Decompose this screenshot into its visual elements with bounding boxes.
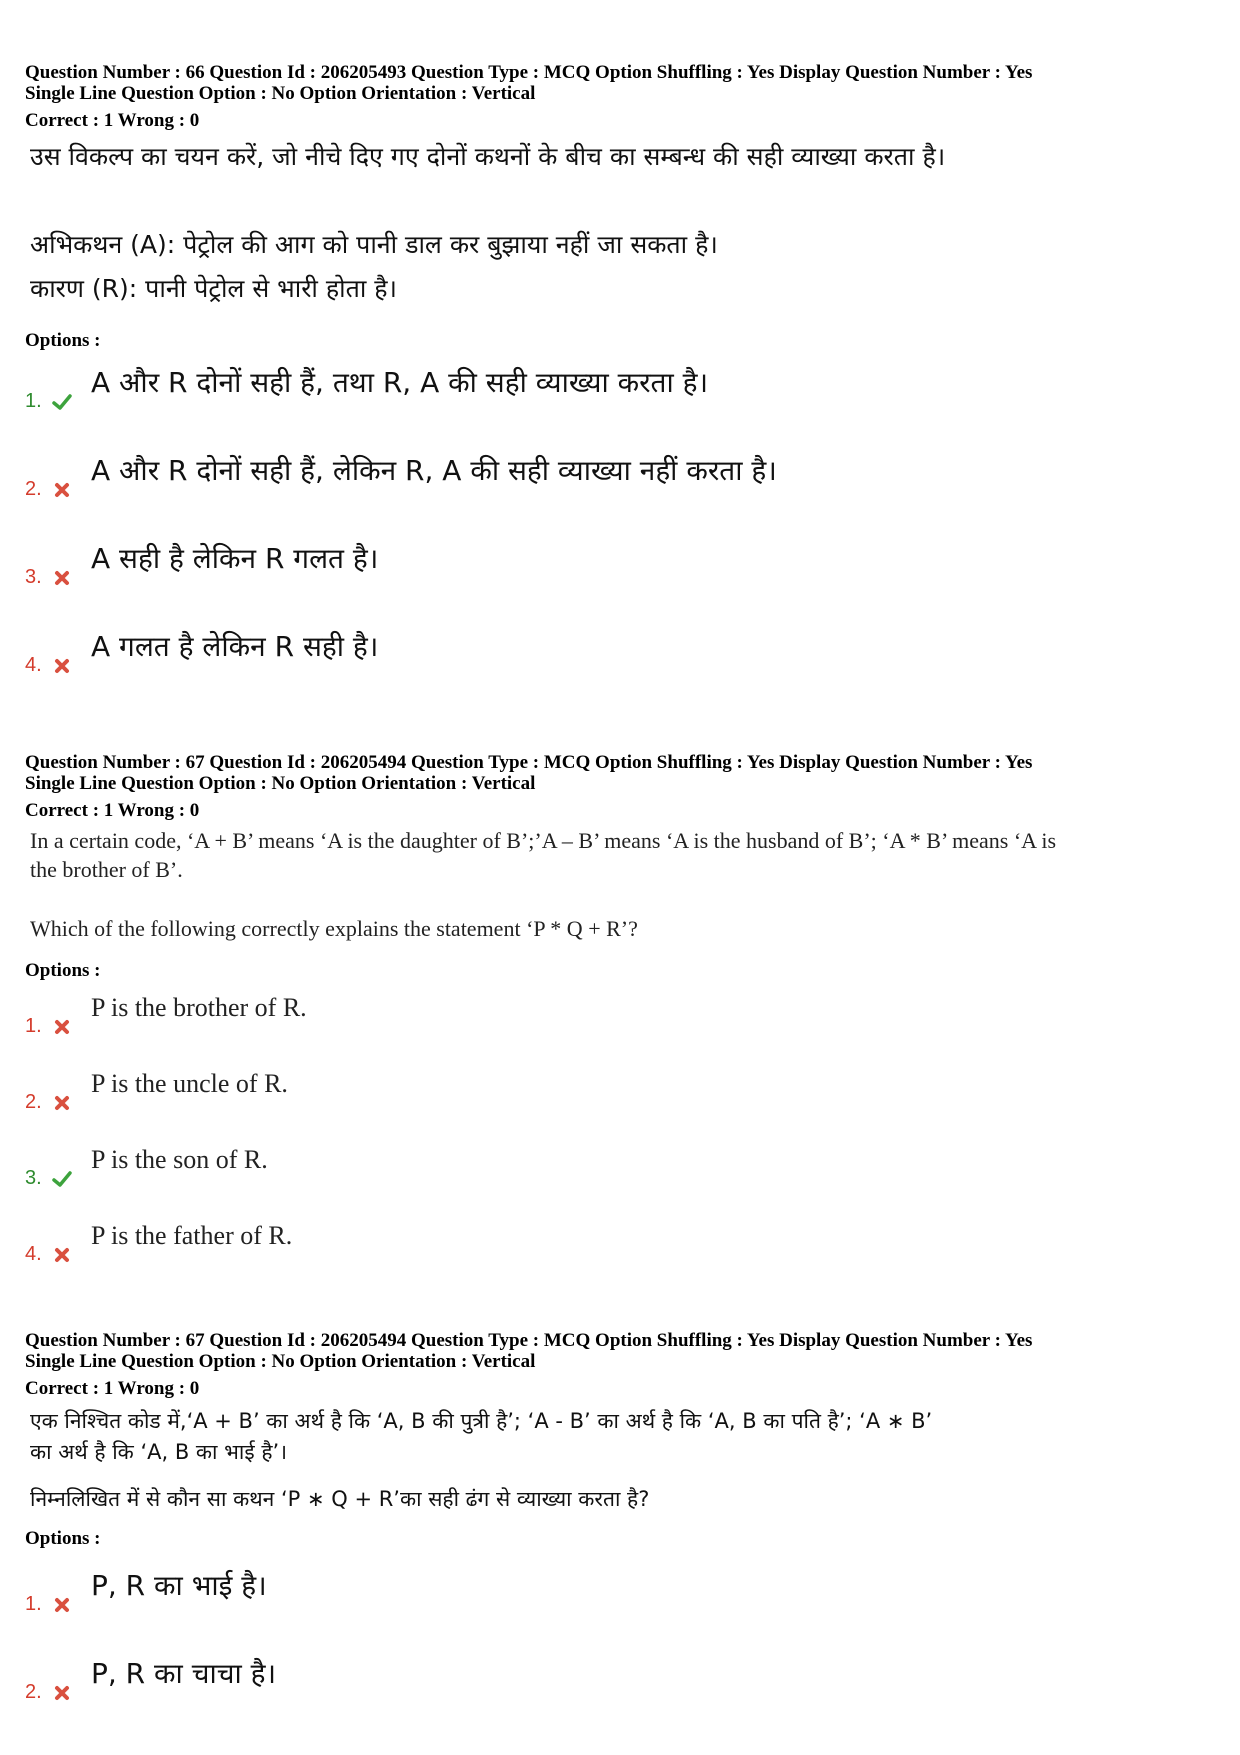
- cross-icon: [51, 1092, 73, 1114]
- question-meta-line2: Single Line Question Option : No Option Orientation : Vertical: [25, 83, 536, 104]
- option-text: P is the brother of R.: [91, 993, 307, 1022]
- question-meta-line2: Single Line Question Option : No Option Orientation : Vertical: [25, 773, 536, 794]
- cross-icon: [51, 1594, 73, 1616]
- cross-icon: [51, 1016, 73, 1038]
- option-text: P, R का भाई है।: [91, 1569, 267, 1602]
- question-stem-line2: the brother of B’.: [30, 857, 183, 882]
- option-number: 2.: [25, 478, 42, 500]
- options-label: Options :: [25, 960, 101, 981]
- option-number: 3.: [25, 566, 42, 588]
- option-item: [25, 1216, 1215, 1266]
- reason-text: कारण (R): पानी पेट्रोल से भारी होता है।: [30, 274, 398, 303]
- check-icon: [51, 1168, 73, 1190]
- option-item: [25, 1654, 1215, 1704]
- option-text: A और R दोनों सही हैं, तथा R, A की सही व्याख्या करता है।: [91, 366, 709, 399]
- question-text: निम्नलिखित में से कौन सा कथन ‘P ∗ Q + R’का सही ढंग से व्याख्या करता है?: [30, 1487, 650, 1511]
- options-label: Options :: [25, 330, 101, 351]
- cross-icon: [51, 655, 73, 677]
- option-number: 1.: [25, 1015, 42, 1037]
- question-meta-line1: Question Number : 66 Question Id : 206205493 Question Type : MCQ Option Shuffling : Yes Display Question Number : Yes: [25, 62, 1033, 83]
- question-stem: उस विकल्प का चयन करें, जो नीचे दिए गए दोनों कथनों के बीच का सम्बन्ध की सही व्याख्या करता है।: [30, 142, 946, 171]
- question-text: Which of the following correctly explains the statement ‘P * Q + R’?: [30, 916, 638, 941]
- option-number: 2.: [25, 1681, 42, 1703]
- cross-icon: [51, 567, 73, 589]
- check-icon: [51, 391, 73, 413]
- option-text: P is the father of R.: [91, 1221, 293, 1250]
- option-number: 4.: [25, 654, 42, 676]
- cross-icon: [51, 1682, 73, 1704]
- option-item: [25, 988, 1215, 1038]
- option-text: P, R का चाचा है।: [91, 1657, 277, 1690]
- option-text: A और R दोनों सही हैं, लेकिन R, A की सही व्याख्या नहीं करता है।: [91, 454, 777, 487]
- option-number: 1.: [25, 390, 42, 412]
- correct-wrong-marks: Correct : 1 Wrong : 0: [25, 1378, 200, 1399]
- option-text: A गलत है लेकिन R सही है।: [91, 630, 379, 663]
- option-item: [25, 1064, 1215, 1114]
- option-item: [25, 627, 1215, 677]
- assertion-text: अभिकथन (A): पेट्रोल की आग को पानी डाल कर बुझाया नहीं जा सकता है।: [30, 230, 718, 259]
- question-stem-line1: In a certain code, ‘A + B’ means ‘A is the daughter of B’;’A – B’ means ‘A is the husband of B’; ‘A * B’ means ‘A is: [30, 828, 1057, 853]
- options-label: Options :: [25, 1528, 101, 1549]
- option-number: 2.: [25, 1091, 42, 1113]
- question-meta-line1: Question Number : 67 Question Id : 206205494 Question Type : MCQ Option Shuffling : Yes Display Question Number : Yes: [25, 752, 1033, 773]
- option-number: 3.: [25, 1167, 42, 1189]
- option-number: 1.: [25, 1593, 42, 1615]
- question-meta-line1: Question Number : 67 Question Id : 206205494 Question Type : MCQ Option Shuffling : Yes Display Question Number : Yes: [25, 1330, 1033, 1351]
- option-item: [25, 1566, 1215, 1616]
- option-number: 4.: [25, 1243, 42, 1265]
- question-meta-line2: Single Line Question Option : No Option Orientation : Vertical: [25, 1351, 536, 1372]
- question-stem-line2: का अर्थ है कि ‘A, B का भाई है’।: [30, 1440, 288, 1464]
- option-item: [25, 451, 1215, 501]
- question-stem: [30, 826, 1220, 884]
- option-item: [25, 363, 1215, 413]
- option-item: [25, 1140, 1215, 1190]
- correct-wrong-marks: Correct : 1 Wrong : 0: [25, 800, 200, 821]
- option-item: [25, 539, 1215, 589]
- option-text: P is the uncle of R.: [91, 1069, 288, 1098]
- question-stem: [30, 1406, 1220, 1468]
- option-text: A सही है लेकिन R गलत है।: [91, 542, 379, 575]
- question-stem-line1: एक निश्चित कोड में,‘A + B’ का अर्थ है कि ‘A, B की पुत्री है’; ‘A - B’ का अर्थ है कि ‘A, B का पति है’; ‘A ∗ B’: [30, 1409, 933, 1433]
- cross-icon: [51, 479, 73, 501]
- cross-icon: [51, 1244, 73, 1266]
- question-67-header: [25, 752, 1215, 821]
- question-67-hindi-header: [25, 1330, 1215, 1399]
- question-66-header: [25, 62, 1215, 131]
- option-text: P is the son of R.: [91, 1145, 268, 1174]
- correct-wrong-marks: Correct : 1 Wrong : 0: [25, 110, 200, 131]
